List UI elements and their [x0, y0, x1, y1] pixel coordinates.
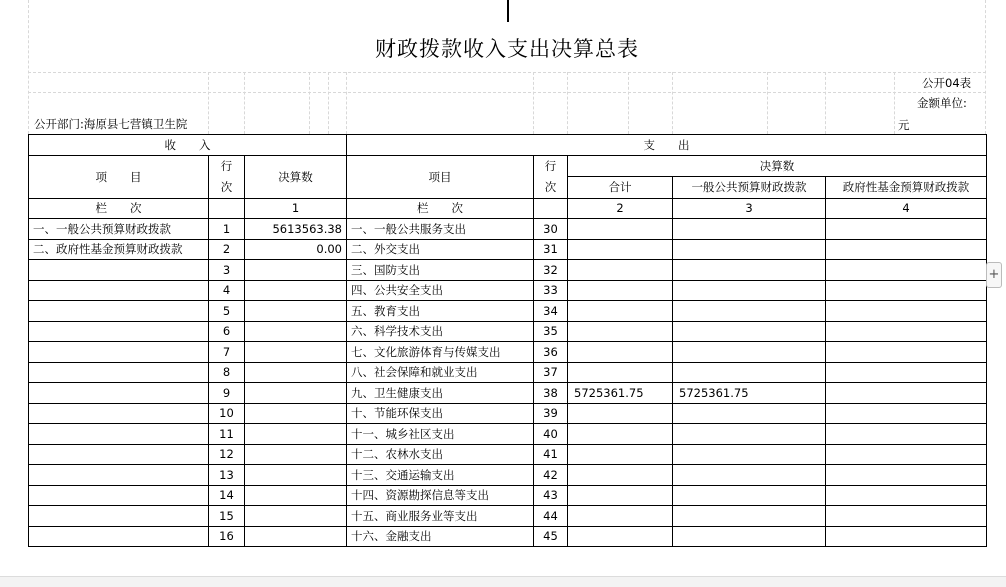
- gov-fund-cell: [826, 280, 987, 301]
- expense-item-cell: 九、卫生健康支出: [347, 383, 534, 404]
- gov-fund-cell: [826, 301, 987, 322]
- income-row-no-cell: 1: [209, 219, 245, 240]
- income-amount-cell: [245, 424, 347, 445]
- income-item-cell: [29, 506, 209, 527]
- income-row-no-cell: 7: [209, 342, 245, 363]
- expense-row-no-cell: 35: [534, 321, 568, 342]
- general-budget-cell: [673, 342, 826, 363]
- total-cell: [568, 362, 673, 383]
- expense-item-cell: 十四、资源勘探信息等支出: [347, 485, 534, 506]
- expense-item-cell: 七、文化旅游体育与传媒支出: [347, 342, 534, 363]
- table-row: [29, 219, 987, 240]
- table-row: [29, 260, 987, 281]
- gov-fund-cell: [826, 383, 987, 404]
- gov-fund-cell: [826, 485, 987, 506]
- unit-label: 金额单位:: [917, 96, 967, 110]
- bottom-scroll-strip: [0, 576, 1006, 587]
- expense-item-header: 项目: [347, 155, 534, 198]
- total-cell: [568, 444, 673, 465]
- general-budget-cell: [673, 260, 826, 281]
- gov-fund-cell: [826, 342, 987, 363]
- expense-item-cell: 四、公共安全支出: [347, 280, 534, 301]
- form-number: 公开04表: [922, 76, 972, 90]
- table-row: [29, 321, 987, 342]
- expense-item-cell: 十六、金融支出: [347, 526, 534, 547]
- header-row-1: [29, 135, 987, 156]
- income-item-cell: 一、一般公共预算财政拨款: [29, 219, 209, 240]
- total-header: 合计: [568, 177, 673, 199]
- column-index-row: [29, 198, 987, 219]
- income-amount-cell: [245, 301, 347, 322]
- expense-item-cell: 十二、农林水支出: [347, 444, 534, 465]
- total-cell: [568, 301, 673, 322]
- general-budget-cell: [673, 321, 826, 342]
- total-cell: [568, 239, 673, 260]
- income-row-no-cell: 13: [209, 465, 245, 486]
- department-line: [34, 116, 187, 132]
- expense-row-no-cell: 37: [534, 362, 568, 383]
- gov-fund-cell: [826, 506, 987, 527]
- expense-row-no-cell: 30: [534, 219, 568, 240]
- gridline: [208, 72, 209, 134]
- income-item-cell: [29, 526, 209, 547]
- gridline: [346, 72, 347, 134]
- income-item-cell: [29, 485, 209, 506]
- column-index-1: 1: [245, 198, 347, 219]
- total-cell: [568, 403, 673, 424]
- total-cell: [568, 219, 673, 240]
- general-budget-cell: [673, 465, 826, 486]
- income-row-no-cell: 4: [209, 280, 245, 301]
- header-row-2: [29, 155, 987, 177]
- expense-item-cell: 十一、城乡社区支出: [347, 424, 534, 445]
- expense-item-cell: 十五、商业服务业等支出: [347, 506, 534, 527]
- general-budget-cell: [673, 526, 826, 547]
- table-row: [29, 465, 987, 486]
- gridline: [244, 72, 245, 134]
- income-amount-cell: [245, 260, 347, 281]
- income-item-header: 项 目: [29, 155, 209, 198]
- expense-item-cell: 八、社会保障和就业支出: [347, 362, 534, 383]
- gov-fund-cell: [826, 403, 987, 424]
- table-row: [29, 383, 987, 404]
- general-budget-cell: [673, 485, 826, 506]
- expense-row-no-cell: 42: [534, 465, 568, 486]
- expense-item-cell: 三、国防支出: [347, 260, 534, 281]
- income-item-cell: [29, 301, 209, 322]
- expense-row-no-cell: 33: [534, 280, 568, 301]
- expense-item-cell: 一、一般公共服务支出: [347, 219, 534, 240]
- income-header: 收 入: [29, 135, 347, 156]
- financial-table: [28, 134, 987, 547]
- expense-row-no-cell: 41: [534, 444, 568, 465]
- expense-row-no-cell: 31: [534, 239, 568, 260]
- income-row-no-cell: 2: [209, 239, 245, 260]
- table-cell: [209, 198, 245, 219]
- gov-fund-cell: [826, 526, 987, 547]
- gov-fund-cell: [826, 239, 987, 260]
- total-cell: [568, 485, 673, 506]
- income-amount-cell: [245, 465, 347, 486]
- gridline: [533, 72, 534, 134]
- income-item-cell: [29, 321, 209, 342]
- expense-row-no-header: 行次: [534, 155, 568, 198]
- income-amount-cell: [245, 485, 347, 506]
- income-row-no-cell: 3: [209, 260, 245, 281]
- expense-row-no-cell: 39: [534, 403, 568, 424]
- income-item-cell: [29, 362, 209, 383]
- gov-fund-cell: [826, 362, 987, 383]
- income-row-no-cell: 11: [209, 424, 245, 445]
- column-index-label: 栏 次: [29, 198, 209, 219]
- general-budget-cell: [673, 362, 826, 383]
- general-budget-cell: [673, 219, 826, 240]
- expense-header: 支 出: [347, 135, 987, 156]
- income-row-no-cell: 12: [209, 444, 245, 465]
- general-budget-cell: [673, 444, 826, 465]
- general-budget-cell: [673, 239, 826, 260]
- gridline: [567, 72, 568, 134]
- amount-group-header: 决算数: [568, 155, 987, 177]
- gridline: [985, 0, 986, 134]
- income-item-cell: [29, 444, 209, 465]
- expense-item-cell: 六、科学技术支出: [347, 321, 534, 342]
- gridline: [894, 72, 895, 134]
- income-item-cell: [29, 465, 209, 486]
- income-amount-cell: [245, 444, 347, 465]
- gov-fund-cell: [826, 321, 987, 342]
- expense-row-no-cell: 45: [534, 526, 568, 547]
- table-row: [29, 342, 987, 363]
- table-row: [29, 424, 987, 445]
- income-row-no-cell: 10: [209, 403, 245, 424]
- expense-row-no-cell: 44: [534, 506, 568, 527]
- gridline: [28, 92, 986, 93]
- gov-fund-cell: [826, 424, 987, 445]
- gridline: [825, 72, 826, 134]
- gov-fund-header: 政府性基金预算财政拨款: [826, 177, 987, 199]
- gridline: [28, 0, 29, 134]
- column-index-3: 3: [673, 198, 826, 219]
- gridline: [767, 72, 768, 134]
- expense-row-no-cell: 34: [534, 301, 568, 322]
- total-cell: [568, 280, 673, 301]
- income-amount-cell: [245, 403, 347, 424]
- income-amount-cell: [245, 280, 347, 301]
- expense-row-no-cell: 43: [534, 485, 568, 506]
- general-budget-cell: [673, 280, 826, 301]
- gridline: [328, 72, 329, 134]
- table-row: [29, 362, 987, 383]
- column-index-2: 2: [568, 198, 673, 219]
- income-row-no-cell: 9: [209, 383, 245, 404]
- gridline: [309, 72, 310, 134]
- gridline: [28, 72, 986, 73]
- expense-row-no-cell: 32: [534, 260, 568, 281]
- gov-fund-cell: [826, 444, 987, 465]
- expand-button[interactable]: +: [986, 262, 1002, 288]
- page-title: 财政拨款收入支出决算总表: [375, 37, 639, 61]
- income-amount-cell: 0.00: [245, 239, 347, 260]
- income-item-cell: [29, 424, 209, 445]
- income-item-cell: [29, 403, 209, 424]
- total-cell: [568, 342, 673, 363]
- department-name: 海原县七营镇卫生院: [83, 117, 188, 131]
- income-row-no-cell: 15: [209, 506, 245, 527]
- gridline: [628, 72, 629, 134]
- expense-item-cell: 十三、交通运输支出: [347, 465, 534, 486]
- total-cell: [568, 321, 673, 342]
- income-item-cell: 二、政府性基金预算财政拨款: [29, 239, 209, 260]
- total-cell: 5725361.75: [568, 383, 673, 404]
- income-row-no-cell: 16: [209, 526, 245, 547]
- total-cell: [568, 424, 673, 445]
- general-budget-header: 一般公共预算财政拨款: [673, 177, 826, 199]
- income-row-no-cell: 14: [209, 485, 245, 506]
- table-row: [29, 526, 987, 547]
- total-cell: [568, 526, 673, 547]
- table-row: [29, 403, 987, 424]
- expense-item-cell: 十、节能环保支出: [347, 403, 534, 424]
- gov-fund-cell: [826, 260, 987, 281]
- expense-row-no-cell: 38: [534, 383, 568, 404]
- expense-row-no-cell: 36: [534, 342, 568, 363]
- gov-fund-cell: [826, 219, 987, 240]
- expense-item-cell: 二、外交支出: [347, 239, 534, 260]
- general-budget-cell: [673, 301, 826, 322]
- total-cell: [568, 465, 673, 486]
- income-item-cell: [29, 280, 209, 301]
- expense-row-no-cell: 40: [534, 424, 568, 445]
- income-amount-cell: [245, 321, 347, 342]
- income-item-cell: [29, 260, 209, 281]
- gov-fund-cell: [826, 465, 987, 486]
- income-row-no-header: 行次: [209, 155, 245, 198]
- income-amount-header: 决算数: [245, 155, 347, 198]
- income-row-no-cell: 8: [209, 362, 245, 383]
- income-row-no-cell: 5: [209, 301, 245, 322]
- table-row: [29, 239, 987, 260]
- table-row: [29, 301, 987, 322]
- income-item-cell: [29, 342, 209, 363]
- income-amount-cell: 5613563.38: [245, 219, 347, 240]
- general-budget-cell: [673, 506, 826, 527]
- income-amount-cell: [245, 362, 347, 383]
- general-budget-cell: 5725361.75: [673, 383, 826, 404]
- expense-item-cell: 五、教育支出: [347, 301, 534, 322]
- unit-value: 元: [898, 118, 910, 132]
- table-row: [29, 280, 987, 301]
- table-cell: [534, 198, 568, 219]
- total-cell: [568, 260, 673, 281]
- total-cell: [568, 506, 673, 527]
- income-item-cell: [29, 383, 209, 404]
- income-row-no-cell: 6: [209, 321, 245, 342]
- text-cursor: [507, 0, 509, 22]
- table-row: [29, 444, 987, 465]
- income-amount-cell: [245, 342, 347, 363]
- income-amount-cell: [245, 506, 347, 527]
- general-budget-cell: [673, 424, 826, 445]
- column-index-label-2: 栏 次: [347, 198, 534, 219]
- income-amount-cell: [245, 526, 347, 547]
- gridline: [672, 72, 673, 134]
- income-amount-cell: [245, 383, 347, 404]
- general-budget-cell: [673, 403, 826, 424]
- column-index-4: 4: [826, 198, 987, 219]
- table-row: [29, 485, 987, 506]
- department-label: 公开部门:: [34, 117, 84, 131]
- table-row: [29, 506, 987, 527]
